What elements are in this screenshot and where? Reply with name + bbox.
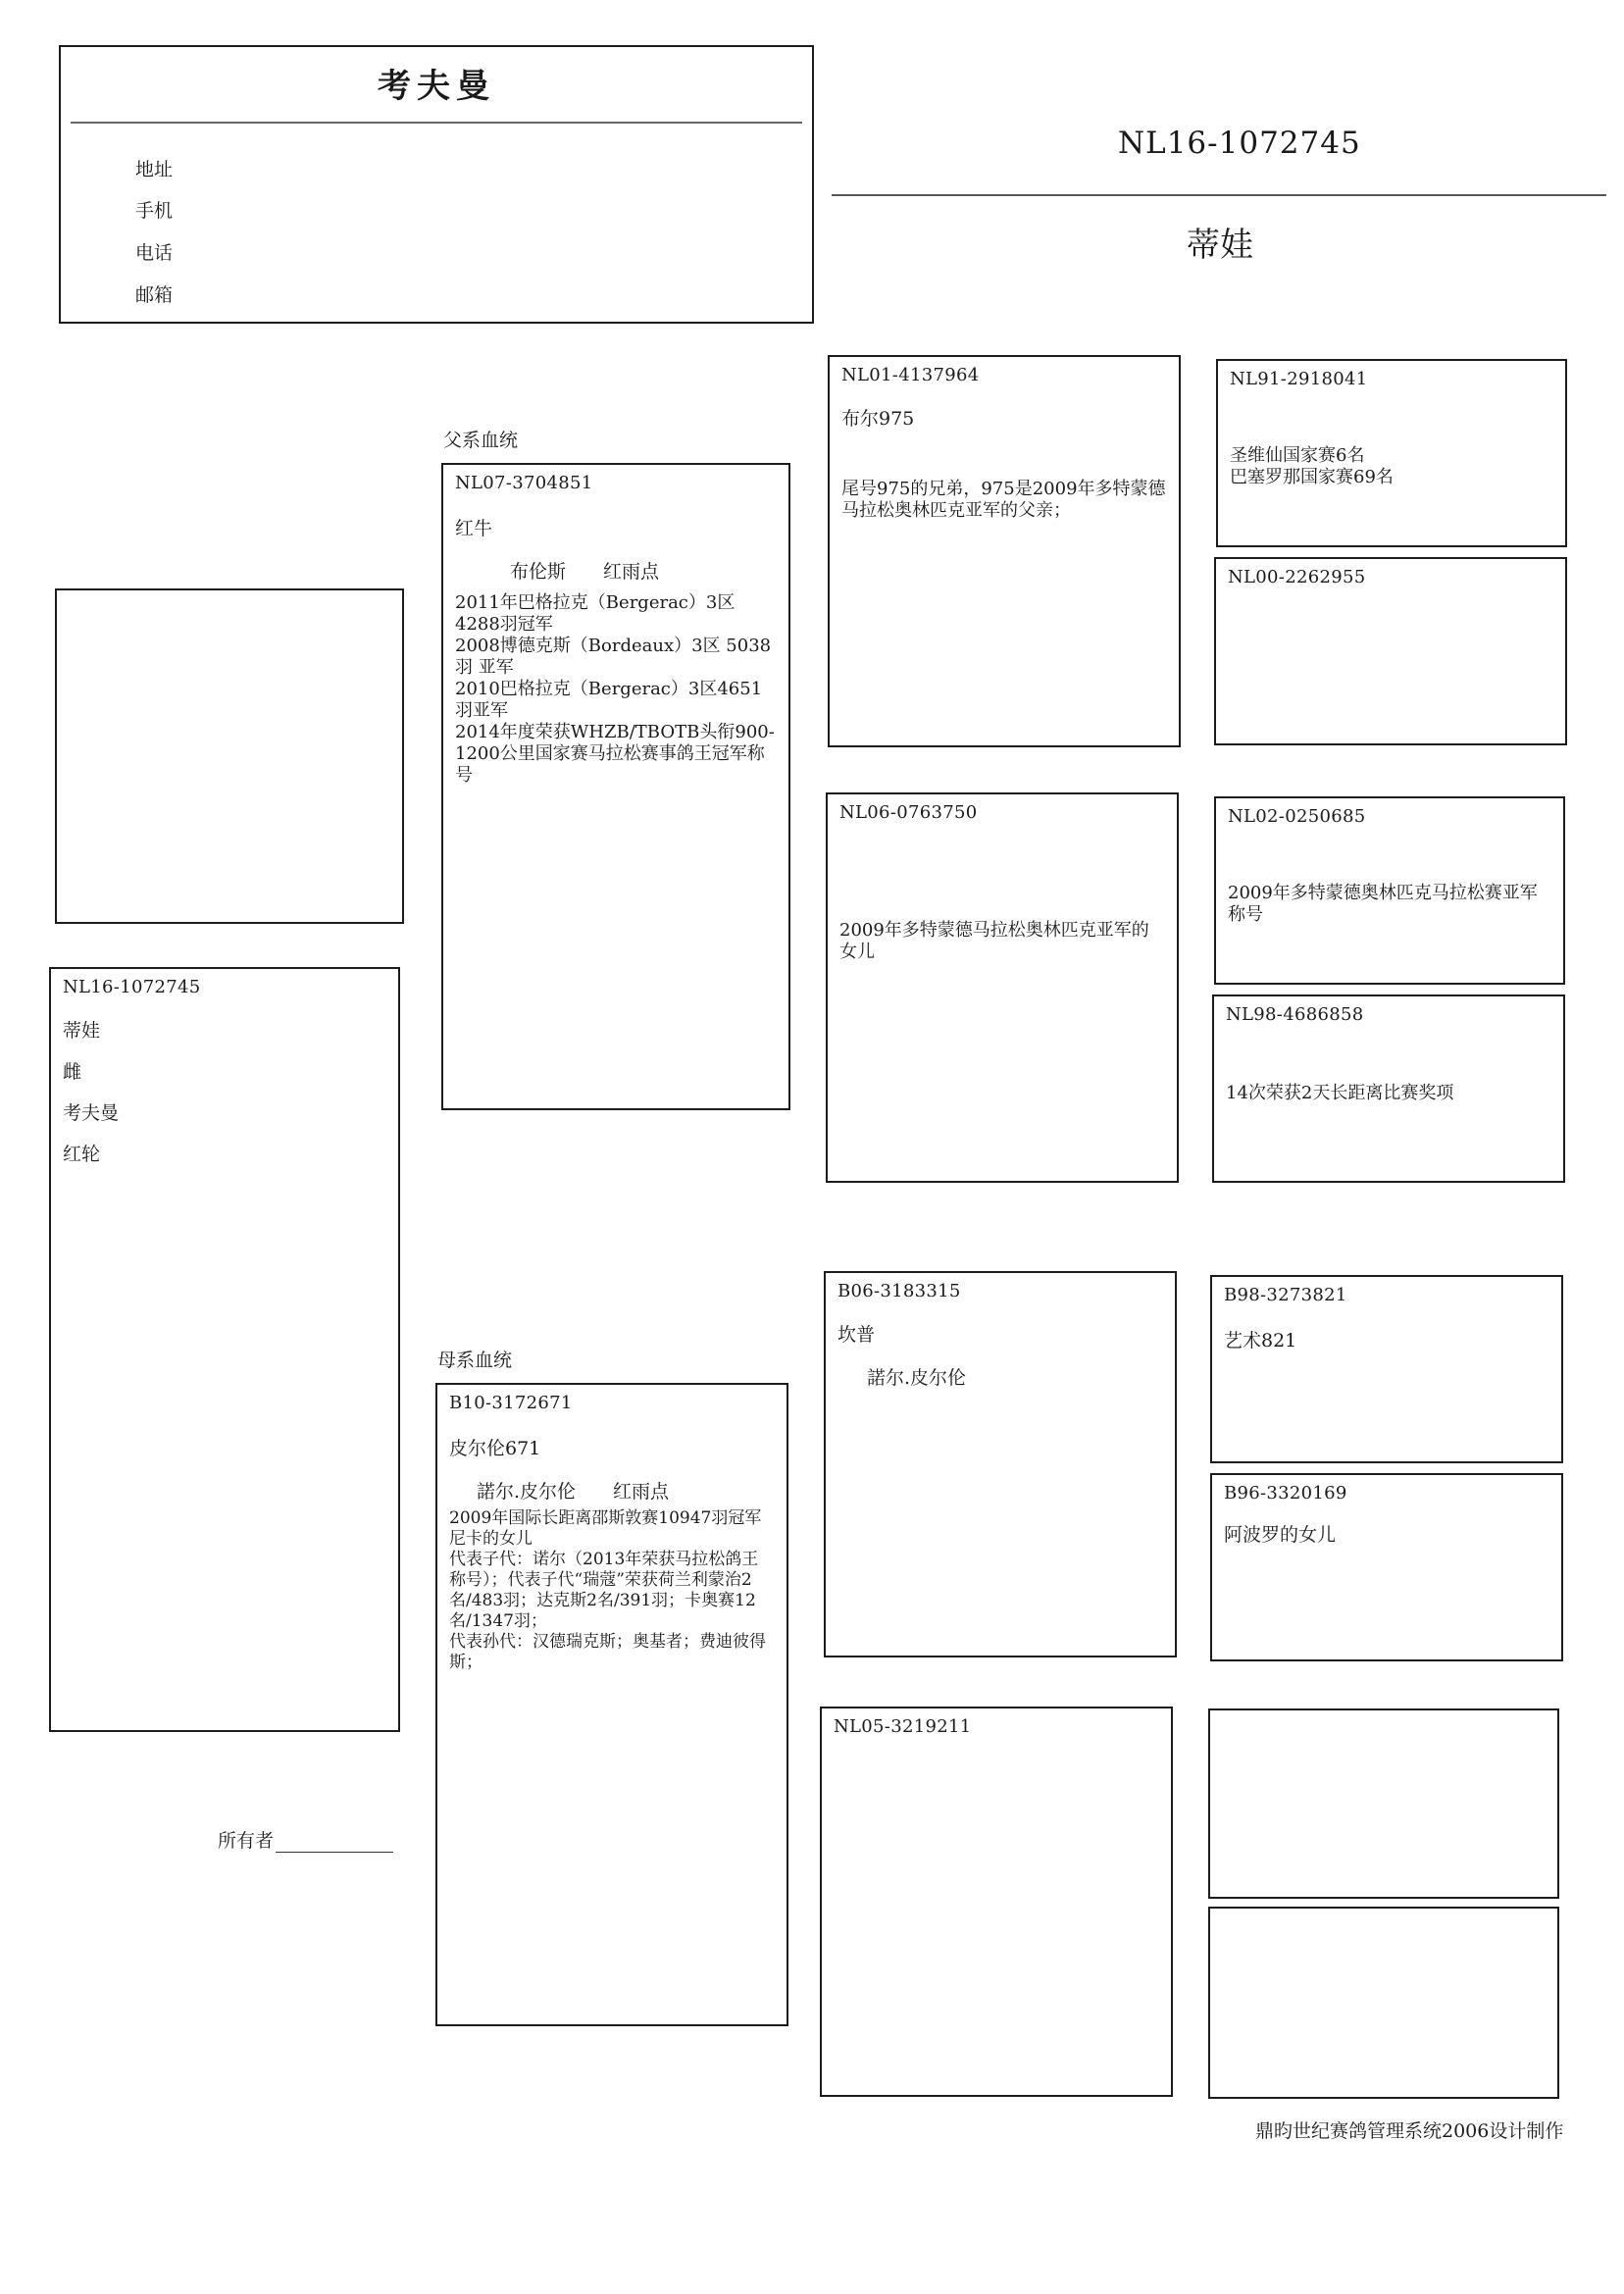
dam-sire-ring: B06-3183315: [837, 1281, 961, 1301]
sdd-ring: NL98-4686858: [1226, 1004, 1364, 1025]
sds-card: [1214, 796, 1565, 985]
sire-sire-name: 布尔975: [841, 408, 915, 430]
sire-sire-notes: 尾号975的兄弟，975是2009年多特蒙德马拉松奥林匹克亚军的父亲；: [841, 479, 1166, 521]
dsd-card: [1210, 1473, 1563, 1661]
subject-card: [49, 967, 400, 1732]
sire-dam-ring: NL06-0763750: [839, 802, 978, 823]
owner-signature-line: [218, 1826, 393, 1853]
sire-parents: 布伦斯 红雨点: [510, 561, 660, 583]
phone-label: 电话: [135, 242, 174, 264]
dam-notes: 2009年国际长距离邵斯敦赛10947羽冠军尼卡的女儿 代表子代：诺尔（2013年荣获马拉松鸽王称号）；代表子代“瑞蔻”荣获荷兰利蒙治2名/483羽；达克斯2名/391羽；卡奥赛12名/1347羽； 代表孙代：汉德瑞克斯；奥基者；费迪彼得斯；: [449, 1508, 766, 1672]
subject-breeder: 考夫曼: [63, 1102, 120, 1124]
sire-sire-card: [828, 355, 1181, 747]
header-pigeon-name: 蒂娃: [1187, 226, 1253, 265]
dam-parents: 諾尔.皮尔伦 红雨点: [477, 1481, 670, 1503]
dam-dam-card: [820, 1707, 1173, 2097]
sss-notes: 圣维仙国家赛6名 巴塞罗那国家赛69名: [1230, 445, 1394, 487]
sds-notes: 2009年多特蒙德奥林匹克马拉松赛亚军称号: [1228, 883, 1538, 925]
dsd-name: 阿波罗的女儿: [1224, 1524, 1337, 1546]
sire-name: 红牛: [455, 518, 493, 539]
subject-sex: 雌: [63, 1061, 82, 1083]
owner-card: [59, 45, 814, 324]
sire-dam-card: [826, 792, 1179, 1183]
sire-sire-ring: NL01-4137964: [841, 365, 980, 385]
subject-name: 蒂娃: [63, 1020, 101, 1042]
ddd-card: [1208, 1907, 1559, 2099]
sire-notes: 2011年巴格拉克（Bergerac）3区4288羽冠军 2008博德克斯（Bordeaux）3区 5038羽 亚军 2010巴格拉克（Bergerac）3区4651羽亚军 2014年度荣获WHZB/TBOTB头衔900-1200公里国家赛马拉松赛事鸽王冠军称号: [455, 592, 775, 786]
dam-sire-parents: 諾尔.皮尔伦: [867, 1367, 967, 1389]
owner-title: 考夫曼: [378, 67, 495, 106]
ssd-ring: NL00-2262955: [1228, 567, 1366, 587]
mobile-label: 手机: [135, 200, 174, 222]
owner-divider: [71, 122, 802, 124]
dam-card: [435, 1383, 788, 2026]
sdd-notes: 14次荣获2天长距离比赛奖项: [1226, 1083, 1454, 1103]
sdd-card: [1212, 994, 1565, 1183]
dss-name: 艺术821: [1224, 1330, 1297, 1351]
address-label: 地址: [135, 159, 174, 180]
sire-ring: NL07-3704851: [455, 473, 593, 493]
email-label: 邮箱: [135, 284, 174, 306]
sss-card: [1216, 359, 1567, 547]
header-ring-number: NL16-1072745: [1118, 126, 1361, 161]
dam-section-label: 母系血统: [437, 1350, 513, 1371]
subject-ring: NL16-1072745: [63, 977, 201, 997]
dsd-ring: B96-3320169: [1224, 1483, 1347, 1504]
dam-dam-ring: NL05-3219211: [834, 1716, 972, 1737]
dds-card: [1208, 1708, 1559, 1899]
dam-sire-card: [824, 1271, 1177, 1657]
owner-line-label: 所有者: [218, 1830, 275, 1852]
ssd-card: [1214, 557, 1567, 745]
dss-card: [1210, 1275, 1563, 1463]
sire-card: [441, 463, 790, 1110]
subject-color: 红轮: [63, 1144, 101, 1165]
photo-frame: [55, 588, 404, 924]
dss-ring: B98-3273821: [1224, 1285, 1347, 1305]
dam-ring: B10-3172671: [449, 1393, 573, 1413]
owner-underline: [276, 1834, 393, 1853]
sire-section-label: 父系血统: [443, 430, 519, 451]
header-divider: [832, 194, 1606, 196]
sire-dam-notes: 2009年多特蒙德马拉松奥林匹克亚军的女儿: [839, 920, 1149, 962]
dam-sire-name: 坎普: [837, 1324, 876, 1346]
footer-credit: 鼎昀世纪赛鸽管理系统2006设计制作: [1255, 2120, 1564, 2142]
sds-ring: NL02-0250685: [1228, 806, 1366, 827]
sss-ring: NL91-2918041: [1230, 369, 1368, 389]
dam-name: 皮尔伦671: [449, 1438, 541, 1459]
